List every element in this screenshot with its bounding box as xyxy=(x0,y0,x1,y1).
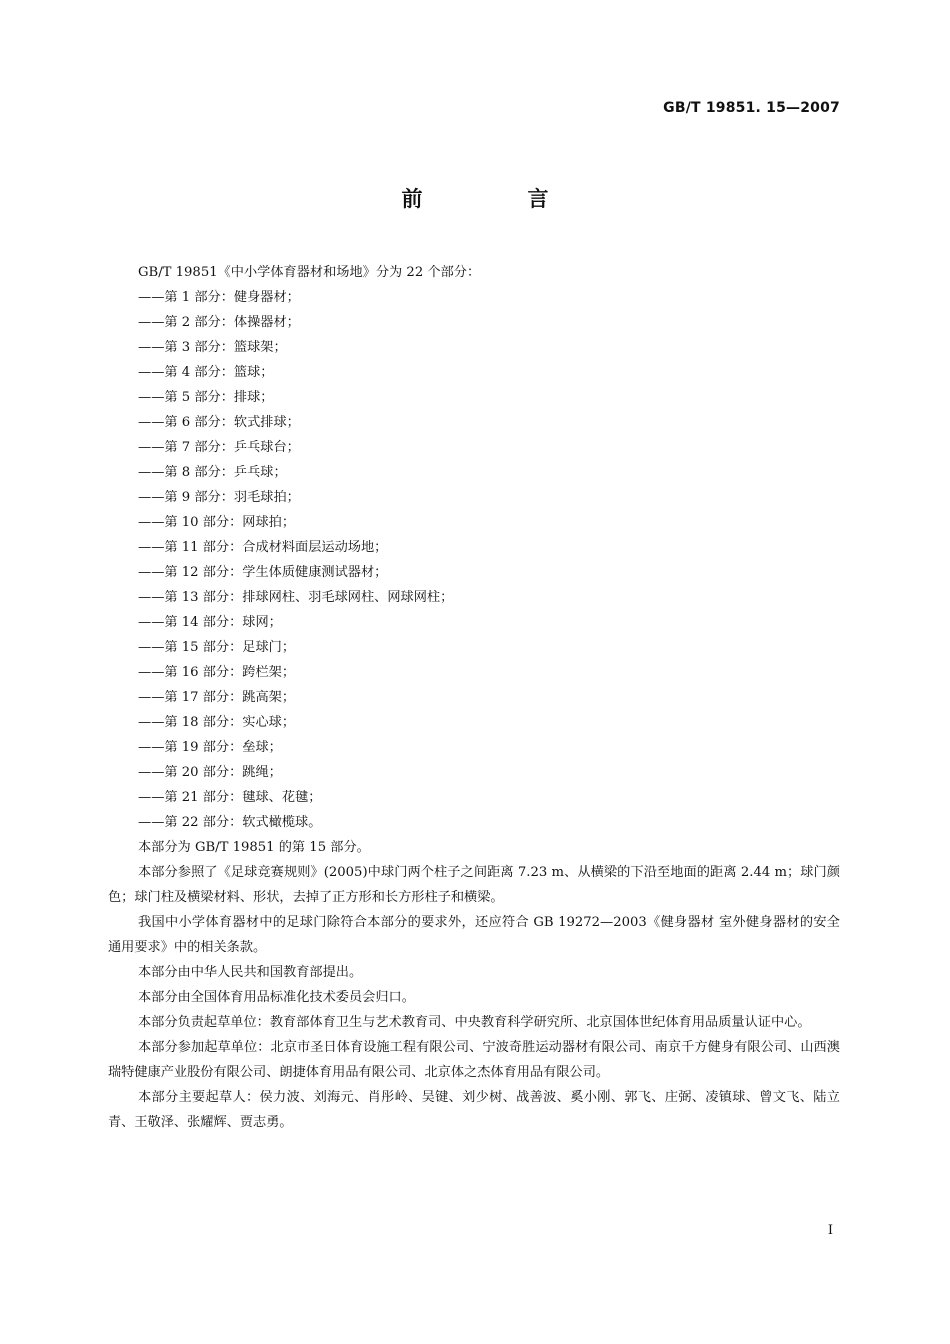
paragraph-committee: 本部分由全国体育用品标准化技术委员会归口。 xyxy=(138,990,415,1005)
list-item: ——第 8 部分：乒乓球； xyxy=(138,465,287,480)
paragraph-reference: 本部分参照了《足球竞赛规则》(2005)中球门两个柱子之间距离 7.23 m、从横梁的下沿至地面的距离 2.44 m；球门颜色；球门柱及横梁材料、形状，去掉了正方形和长方形柱子和横梁。 xyxy=(108,865,840,905)
list-item: ——第 10 部分：网球拍； xyxy=(138,515,296,530)
list-item: ——第 18 部分：实心球； xyxy=(138,715,296,730)
paragraph-drafting-units: 本部分负责起草单位：教育部体育卫生与艺术教育司、中央教育科学研究所、北京国体世纪体育用品质量认证中心。 xyxy=(138,1015,811,1030)
list-item: ——第 9 部分：羽毛球拍； xyxy=(138,490,300,505)
list-item: ——第 7 部分：乒乓球台； xyxy=(138,440,300,455)
page-number: I xyxy=(827,1223,833,1238)
list-item: ——第 5 部分：排球； xyxy=(138,390,274,405)
paragraph-drafters: 本部分主要起草人：侯力波、刘海元、肖彤岭、吴键、刘少树、战善波、奚小刚、郭飞、庄弼、凌镇球、曾文飞、陆立青、王敬泽、张耀辉、贾志勇。 xyxy=(108,1090,840,1130)
standard-number: GB/T 19851. 15—2007 xyxy=(663,100,840,116)
paragraph-part-statement: 本部分为 GB/T 19851 的第 15 部分。 xyxy=(138,840,370,855)
page-title: 前 言 xyxy=(401,187,591,211)
foreword-body xyxy=(108,260,854,1135)
list-item: ——第 22 部分：软式橄榄球。 xyxy=(138,815,322,830)
list-item: ——第 16 部分：跨栏架； xyxy=(138,665,296,680)
paragraph-compliance: 我国中小学体育器材中的足球门除符合本部分的要求外，还应符合 GB 19272—2003《健身器材 室外健身器材的安全 通用要求》中的相关条款。 xyxy=(108,915,854,955)
list-item: ——第 19 部分：垒球； xyxy=(138,740,282,755)
list-item: ——第 12 部分：学生体质健康测试器材； xyxy=(138,565,388,580)
intro-paragraph: GB/T 19851《中小学体育器材和场地》分为 22 个部分： xyxy=(138,265,481,280)
list-item: ——第 14 部分：球网； xyxy=(138,615,282,630)
list-item: ——第 21 部分：毽球、花毽； xyxy=(138,790,322,805)
list-item: ——第 17 部分：跳高架； xyxy=(138,690,296,705)
list-item: ——第 15 部分：足球门； xyxy=(138,640,296,655)
parts-list xyxy=(108,285,840,835)
list-item: ——第 20 部分：跳绳； xyxy=(138,765,282,780)
list-item: ——第 4 部分：篮球； xyxy=(138,365,274,380)
paragraph-proposer: 本部分由中华人民共和国教育部提出。 xyxy=(138,965,363,980)
list-item: ——第 13 部分：排球网柱、羽毛球网柱、网球网柱； xyxy=(138,590,454,605)
list-item: ——第 2 部分：体操器材； xyxy=(138,315,300,330)
paragraph-participating-units: 本部分参加起草单位：北京市圣日体育设施工程有限公司、宁波奇胜运动器材有限公司、南京千方健身有限公司、山西澳瑞特健康产业股份有限公司、朗捷体育用品有限公司、北京体之杰体育用品有限公司。 xyxy=(108,1040,840,1080)
list-item: ——第 11 部分：合成材料面层运动场地； xyxy=(138,540,388,555)
list-item: ——第 1 部分：健身器材； xyxy=(138,290,300,305)
list-item: ——第 3 部分：篮球架； xyxy=(138,340,287,355)
list-item: ——第 6 部分：软式排球； xyxy=(138,415,300,430)
